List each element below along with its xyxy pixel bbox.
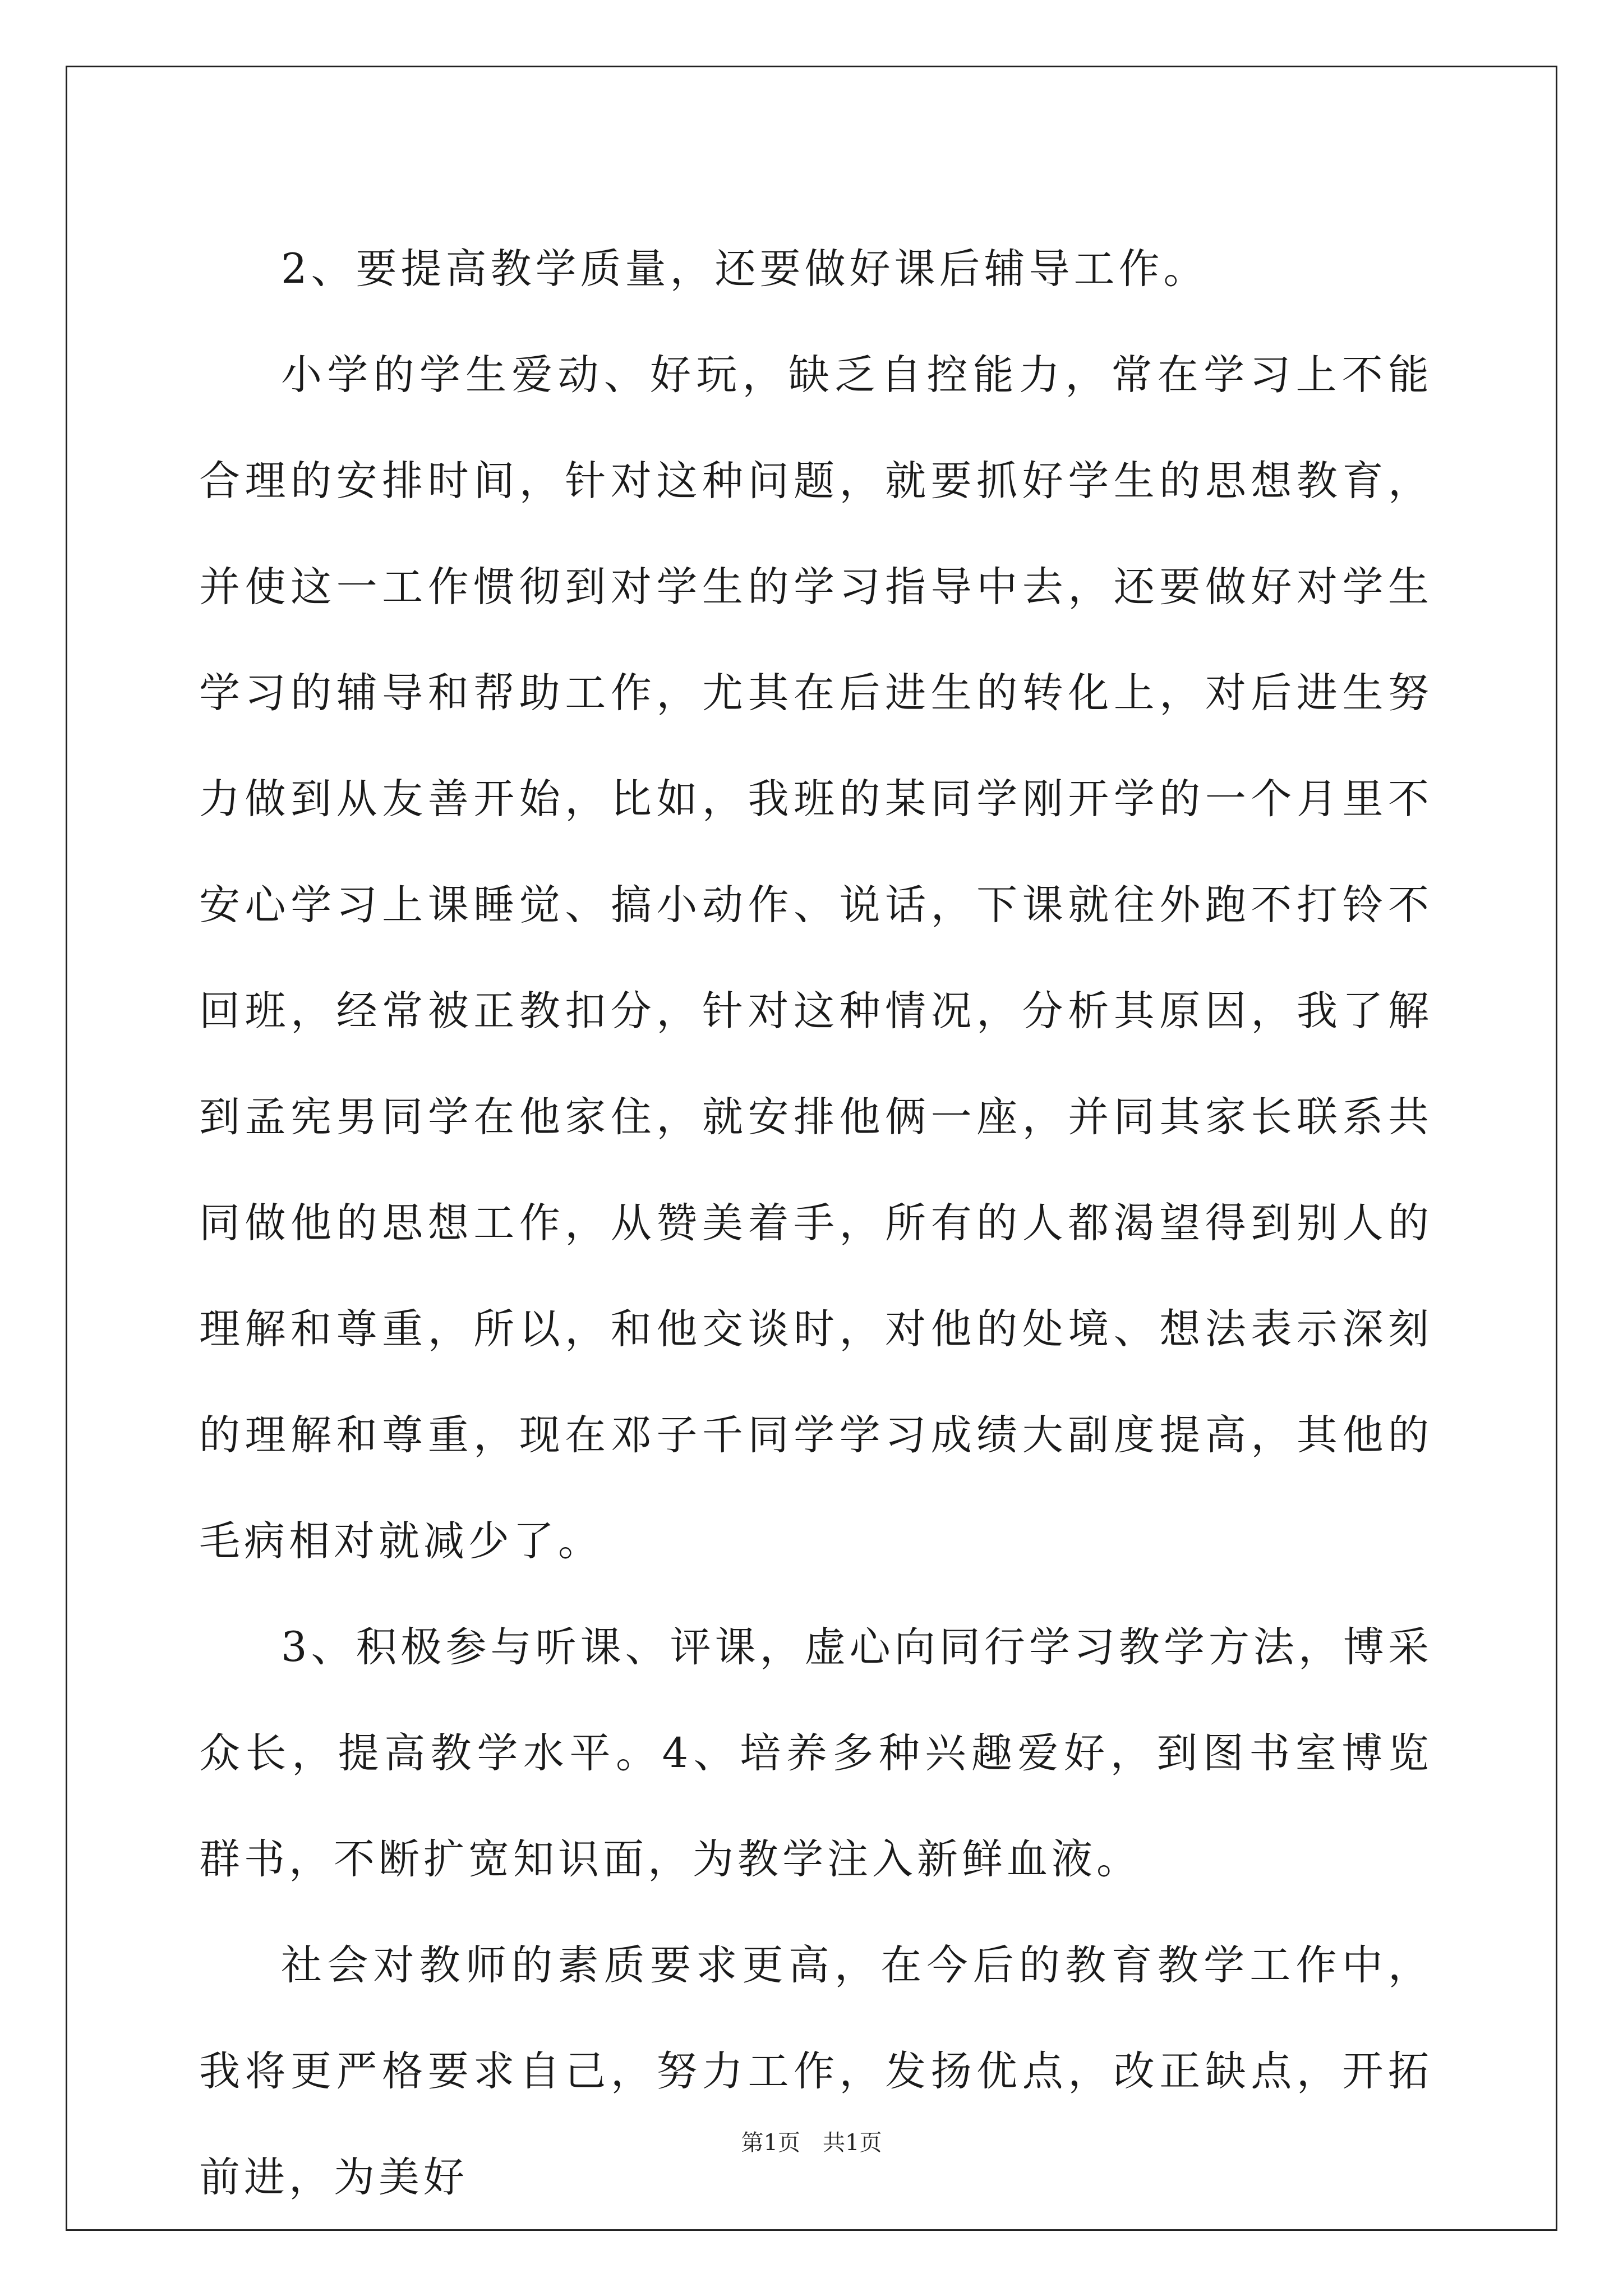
paragraph-3: 3、积极参与听课、评课，虚心向同行学习教学方法，博采众长，提高教学水平。4、培养多种兴趣爱好，到图书室博览群书，不断扩宽知识面，为教学注入新鲜血液。 — [199, 1623, 1433, 1883]
paragraph-1: 2、要提高教学质量，还要做好课后辅导工作。 — [281, 245, 1209, 293]
paragraph-2: 小学的学生爱动、好玩，缺乏自控能力，常在学习上不能合理的安排时间，针对这种问题，就要抓好学生的思想教育，并使这一工作惯彻到对学生的学习指导中去，还要做好对学生学习的辅导和帮助工作，尤其在后进生的转化上，对后进生努力做到从友善开始，比如，我班的某同学刚开学的一个月里不安心学习上课睡觉、搞小动作、说话，下课就往外跑不打铃不回班，经常被正教扣分，针对这种情况，分析其原因，我了解到孟宪男同学在他家住，就安排他俩一座，并同其家长联系共同做他的思想工作，从赞美着手，所有的人都渴望得到别人的理解和尊重，所以，和他交谈时，对他的处境、想法表示深刻的理解和尊重，现在邓子千同学学习成绩大副度提高，其他的毛病相对就减少了。 — [199, 351, 1433, 1565]
page-footer: 第1页 共1页 — [741, 2130, 882, 2156]
document-body — [199, 216, 1433, 2230]
paragraph-4: 社会对教师的素质要求更高，在今后的教育教学工作中，我将更严格要求自己，努力工作，发扬优点，改正缺点，开拓前进，为美好 — [199, 1941, 1433, 2201]
